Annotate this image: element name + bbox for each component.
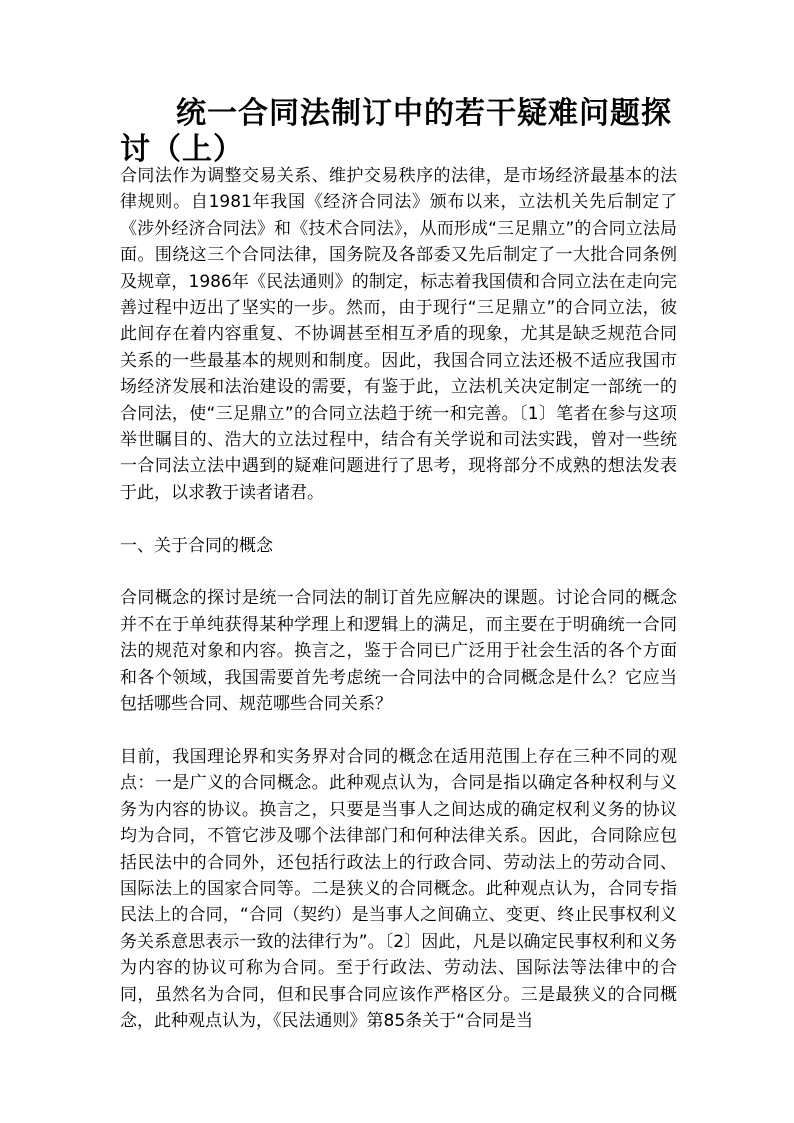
document-body bbox=[120, 163, 677, 1061]
paragraph-concept: 合同概念的探讨是统一合同法的制订首先应解决的课题。讨论合同的概念并不在于单纯获得某种学理上和逻辑上的满足，而主要在于明确统一合同法的规范对象和内容。换言之，鉴于合同已广泛用于社会生活的各个方面和各个领域，我国需要首先考虑统一合同法中的合同概念是什么？它应当包括哪些合同、规范哪些合同关系？ bbox=[120, 588, 677, 715]
paragraph-intro: 合同法作为调整交易关系、维护交易秩序的法律，是市场经济最基本的法律规则。自1981年我国《经济合同法》颁布以来，立法机关先后制定了《涉外经济合同法》和《技术合同法》，从而形成“三足鼎立”的合同立法局面。围绕这三个合同法律，国务院及各部委又先后制定了一大批合同条例及规章，1986年《民法通则》的制定，标志着我国债和合同立法在走向完善过程中迈出了坚实的一步。然而，由于现行“三足鼎立”的合同立法，彼此间存在着内容重复、不协调甚至相互矛盾的现象，尤其是缺乏规范合同关系的一些最基本的规则和制度。因此，我国合同立法还极不适应我国市场经济发展和法治建设的需要，有鉴于此，立法机关决定制定一部统一的合同法，使“三足鼎立”的合同立法趋于统一和完善。〔1〕笔者在参与这项举世瞩目的、浩大的立法过程中，结合有关学说和司法实践，曾对一些统一合同法立法中遇到的疑难问题进行了思考，现将部分不成熟的想法发表于此，以求教于读者诸君。 bbox=[120, 166, 677, 503]
section-heading: 一、关于合同的概念 bbox=[120, 535, 273, 556]
paragraph-views: 目前，我国理论界和实务界对合同的概念在适用范围上存在三种不同的观点：一是广义的合同概念。此种观点认为，合同是指以确定各种权利与义务为内容的协议。换言之，只要是当事人之间达成的确定权利义务的协议均为合同，不管它涉及哪个法律部门和何种法律关系。因此，合同除应包括民法中的合同外，还包括行政法上的行政合同、劳动法上的劳动合同、国际法上的国家合同等。二是狭义的合同概念。此种观点认为，合同专指民法上的合同，“合同（契约）是当事人之间确立、变更、终止民事权利义务关系意思表示一致的法律行为”。〔2〕因此，凡是以确定民事权利和义务为内容的协议可称为合同。至于行政法、劳动法、国际法等法律中的合同，虽然名为合同，但和民事合同应该作严格区分。三是最狭义的合同概念，此种观点认为，《民法通则》第85条关于“合同是当 bbox=[120, 746, 677, 1031]
document-title: 统一合同法制订中的若干疑难问题探讨（上） bbox=[120, 96, 672, 167]
